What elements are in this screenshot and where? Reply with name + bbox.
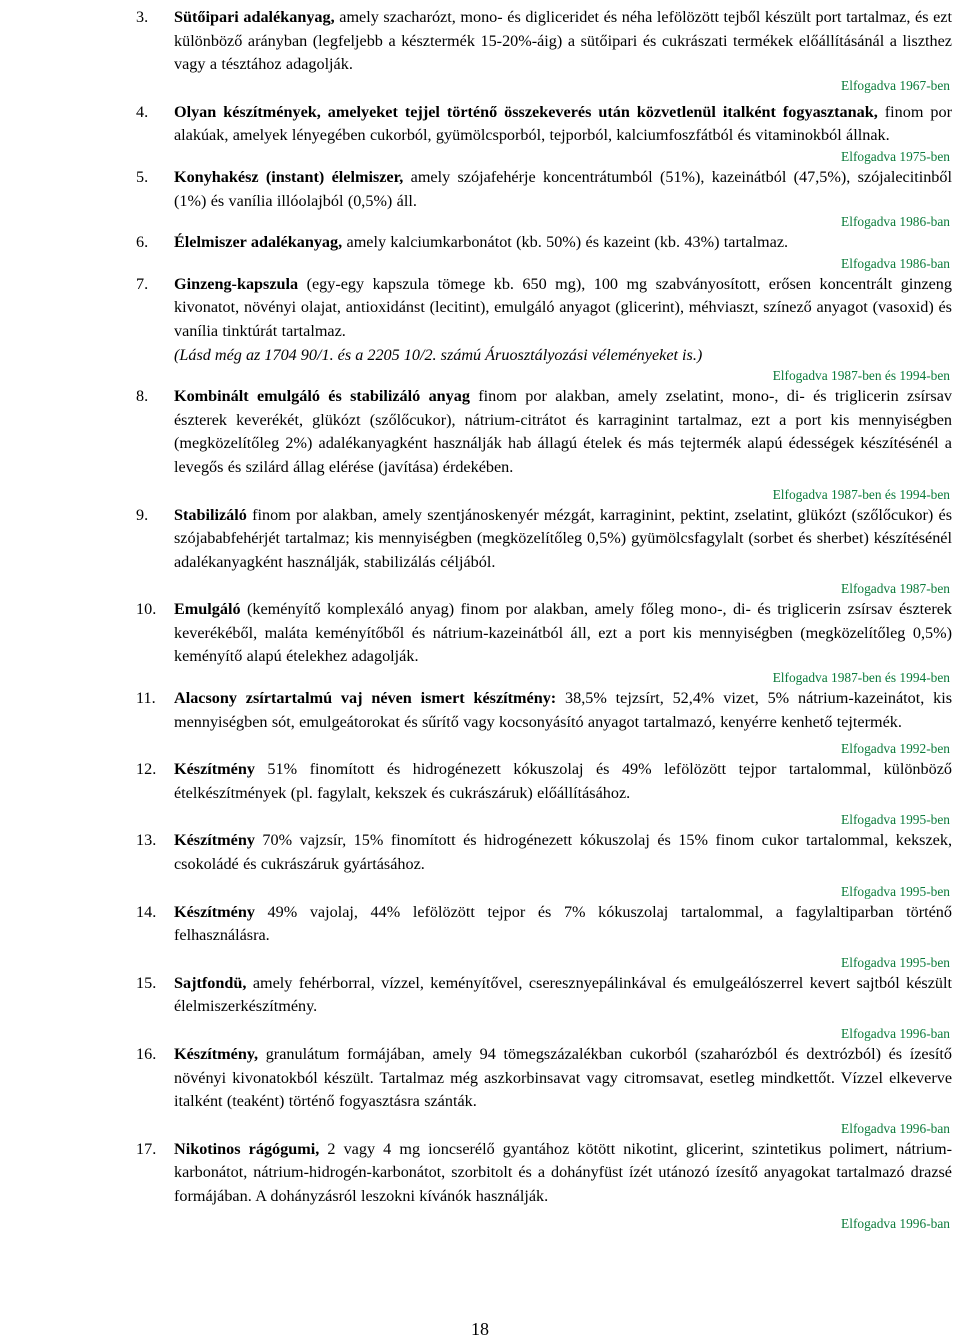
- list-item: [136, 504, 952, 599]
- item-lead: Készítmény,: [174, 1045, 259, 1063]
- list-item: [136, 1233, 952, 1239]
- item-body: amely fehérborral, vízzel, keményítővel, cseresznyepálinkával és emulgeálószerrel kevert sajtból készült élelmiszerkészítmény.: [174, 973, 952, 1016]
- list-item: [136, 687, 952, 758]
- item-body: amely kalciumkarbonátot (kb. 50%) és kazeint (kb. 43%) tartalmaz.: [342, 233, 789, 252]
- list-item: [136, 901, 952, 972]
- item-text: [174, 504, 952, 575]
- item-lead: Emulgáló: [174, 600, 241, 619]
- item-number: 11.: [136, 689, 156, 708]
- list-item: [136, 829, 952, 900]
- item-number: 8.: [136, 387, 149, 406]
- item-lead: Alacsony zsírtartalmú vaj néven ismert készítmény:: [174, 689, 557, 708]
- item-text: [174, 166, 952, 213]
- item-number: 4.: [136, 102, 149, 121]
- item-lead: Sajtfondü,: [174, 973, 247, 992]
- list-item: [136, 598, 952, 687]
- item-number: 13.: [136, 831, 157, 850]
- item-body: amely szacharózt, mono- és digliceridet és néha lefölözött tejből készült port tartalmaz, és ezt különböző arányban (legfeljebb a késztermék 15-20%-áig) a sütőipari és cukrászati termékek előállításánál a liszthez vagy a tésztához adagolják.: [174, 8, 952, 74]
- list-item: [136, 1043, 952, 1138]
- list-item: [136, 1138, 952, 1233]
- list-item: [136, 231, 952, 273]
- item-lead: Konyhakész (instant) élelmiszer,: [174, 167, 404, 186]
- item-lead: Élelmiszer adalékanyag,: [174, 233, 343, 252]
- adopted-date: Elfogadva 1987-ben és 1994-ben: [772, 670, 950, 686]
- item-body: (egy-egy kapszula tömege kb. 650 mg), 100 mg szabványosított, erősen koncentrált ginzeng kivonatot, növényi olajat, antioxidánst (lecitint), emulgáló anyagot (glicerint), méhviaszt, színező anyagot (vasoxid) és vanília tinktúrát tartalmaz.: [174, 274, 952, 340]
- item-text: [174, 687, 952, 734]
- item-lead: Kombinált emulgáló és stabilizáló anyag: [174, 387, 470, 406]
- item-text: [174, 101, 952, 148]
- item-body: finom por alakban, amely szentjánoskenyér mézgát, karraginint, pektint, zselatint, glükózt (szőlőcukor) és szójababfehérjét tartalmaz; kis mennyiségben (megközelítőleg 0,5%) gyümölcsfagylalt (sorbet és sherbet) készítésénél adalékanyagként használják, stabilizálás céljából.: [174, 505, 952, 571]
- item-lead: Stabilizáló: [174, 505, 247, 524]
- tariff-items-list: [136, 6, 952, 1239]
- item-body: 38,5% tejzsírt, 52,4% vizet, 5% nátrium-kazeinátot, kis mennyiségben sót, emulgeátorokat és sűrítő vagy kocsonyásító anyagot tartalmazó, kenyérre kenhető tejtermék.: [174, 689, 952, 731]
- page-number: 18: [471, 1319, 489, 1339]
- item-lead: Készítmény: [174, 831, 255, 850]
- item-lead: Ginzeng-kapszula: [174, 274, 299, 293]
- item-text: [174, 1043, 952, 1114]
- item-number: 3.: [136, 8, 149, 26]
- item-number: 9.: [136, 505, 149, 524]
- item-text: [174, 231, 952, 255]
- item-lead: Nikotinos rágógumi,: [174, 1139, 320, 1158]
- item-number: 7.: [136, 274, 149, 293]
- item-number: 6.: [136, 233, 149, 252]
- item-body: 70% vajzsír, 15% finomított és hidrogénezett kókuszolaj és 15% finom cukor tartalommal, kekszek, csokoládé és cukrászáruk gyártásához.: [174, 831, 952, 874]
- item-note: (Lásd még az 1704 90/1. és a 2205 10/2. számú Áruosztályozási véleményeket is.): [174, 345, 703, 364]
- adopted-date: Elfogadva 1995-ben: [841, 883, 950, 899]
- list-item: [136, 273, 952, 385]
- list-item: [136, 101, 952, 166]
- list-item: [136, 972, 952, 1043]
- adopted-date: Elfogadva 1996-ban: [841, 1215, 950, 1231]
- item-number: 14.: [136, 902, 157, 921]
- item-lead: Sütőipari adalékanyag,: [174, 8, 335, 26]
- item-text: [174, 598, 952, 669]
- item-text: [174, 273, 952, 344]
- adopted-date: Elfogadva 1967-ben: [841, 77, 950, 93]
- item-body: finom por alakban, amely zselatint, mono-, di- és triglicerin zsírsav észterek keverékét, glükózt (szőlőcukor), nátrium-citrátot és karraginint tartalmaz, ezt a port kis mennyiségben (megközelítőleg 2%) adalékanyagként használják hab állagú ételek és más tejtermék alapú édességek készítésénél a levegős és szilárd állag elérése (javítása) érdekében.: [174, 387, 952, 476]
- item-body: (keményítő komplexáló anyag) finom por alakban, amely főleg mono-, di- és triglicerin zsírsav észterek keverékéből, maláta keményítőből és nátrium-kazeinátból áll, ezt a port kis mennyiségben (megközelítőleg 0,5%) keményítő alapú ételekhez adagolják.: [174, 600, 952, 666]
- list-item: [136, 6, 952, 95]
- item-text: [174, 1138, 952, 1209]
- item-number: 10.: [136, 600, 157, 619]
- adopted-date: Elfogadva 1975-ben: [841, 148, 950, 164]
- list-item: [136, 385, 952, 503]
- item-text: [174, 758, 952, 805]
- item-body: 2 vagy 4 mg ioncserélő gyantához kötött nikotint, glicerint, szintetikus polimert, nátrium-karbonátot, nátrium-hidrogén-karbonátot, szorbitolt és a dohányfüst ízét utánozó ízesítő anyagokat tartalmazó drazsé formájában. A dohányzásról leszokni kívánók használják.: [174, 1139, 952, 1205]
- item-body: granulátum formájában, amely 94 tömegszázalékban cukorból (szaharózból és dextrózból) és ízesítő növényi kivonatokból készült. Tartalmaz még aszkorbinsavat vagy citromsavat, esetleg mindkettőt. Vízzel elkeverve italként (teaként) történő fogyasztásra szánták.: [174, 1045, 952, 1111]
- item-text: [174, 6, 952, 77]
- adopted-date: Elfogadva 1987-ben és 1994-ben: [772, 368, 950, 384]
- adopted-date: Elfogadva 1996-ban: [841, 1026, 950, 1041]
- list-item: [136, 166, 952, 231]
- item-body: finom por alakúak, amelyek lényegében cukorból, gyümölcsporból, tejporból, kalciumfoszfátból és vitaminokból állnak.: [174, 102, 952, 145]
- adopted-date: Elfogadva 1995-ben: [841, 812, 950, 828]
- item-text: [174, 972, 952, 1019]
- item-number: 16.: [136, 1045, 157, 1063]
- item-text: [174, 385, 952, 479]
- list-item: [136, 758, 952, 829]
- adopted-date: Elfogadva 1986-ban: [841, 255, 950, 271]
- item-number: 12.: [136, 760, 157, 779]
- item-number: 15.: [136, 973, 157, 992]
- adopted-date: Elfogadva 1992-ben: [841, 741, 950, 757]
- adopted-date: Elfogadva 1987-ben és 1994-ben: [772, 486, 950, 502]
- item-number: 5.: [136, 167, 149, 186]
- item-body: 51% finomított és hidrogénezett kókuszolaj és 49% lefölözött tejpor tartalommal, különböző ételkészítmények (pl. fagylalt, kekszek és cukrászáruk) előállításához.: [174, 760, 952, 802]
- item-body: amely szójafehérje koncentrátumból (51%), kazeinátból (47,5%), szójalecitinből (1%) és vanília illóolajból (0,5%) áll.: [174, 167, 952, 210]
- item-lead: Készítmény: [174, 902, 255, 921]
- adopted-date: Elfogadva 1987-ben: [841, 581, 950, 597]
- item-text: [174, 829, 952, 876]
- adopted-date: Elfogadva 1995-ben: [841, 954, 950, 970]
- item-body: 49% vajolaj, 44% lefölözött tejpor és 7% kókuszolaj tartalommal, a fagylaltiparban történő felhasználásra.: [174, 902, 952, 945]
- adopted-date: Elfogadva 1996-ban: [841, 1120, 950, 1136]
- item-number: 17.: [136, 1139, 157, 1158]
- item-lead: Olyan készítmények, amelyeket tejjel történő összekeverés után közvetlenül italként fogyasztanak,: [174, 102, 878, 121]
- adopted-date: Elfogadva 1986-ban: [841, 214, 950, 230]
- item-text: [174, 901, 952, 948]
- item-lead: Készítmény: [174, 760, 255, 779]
